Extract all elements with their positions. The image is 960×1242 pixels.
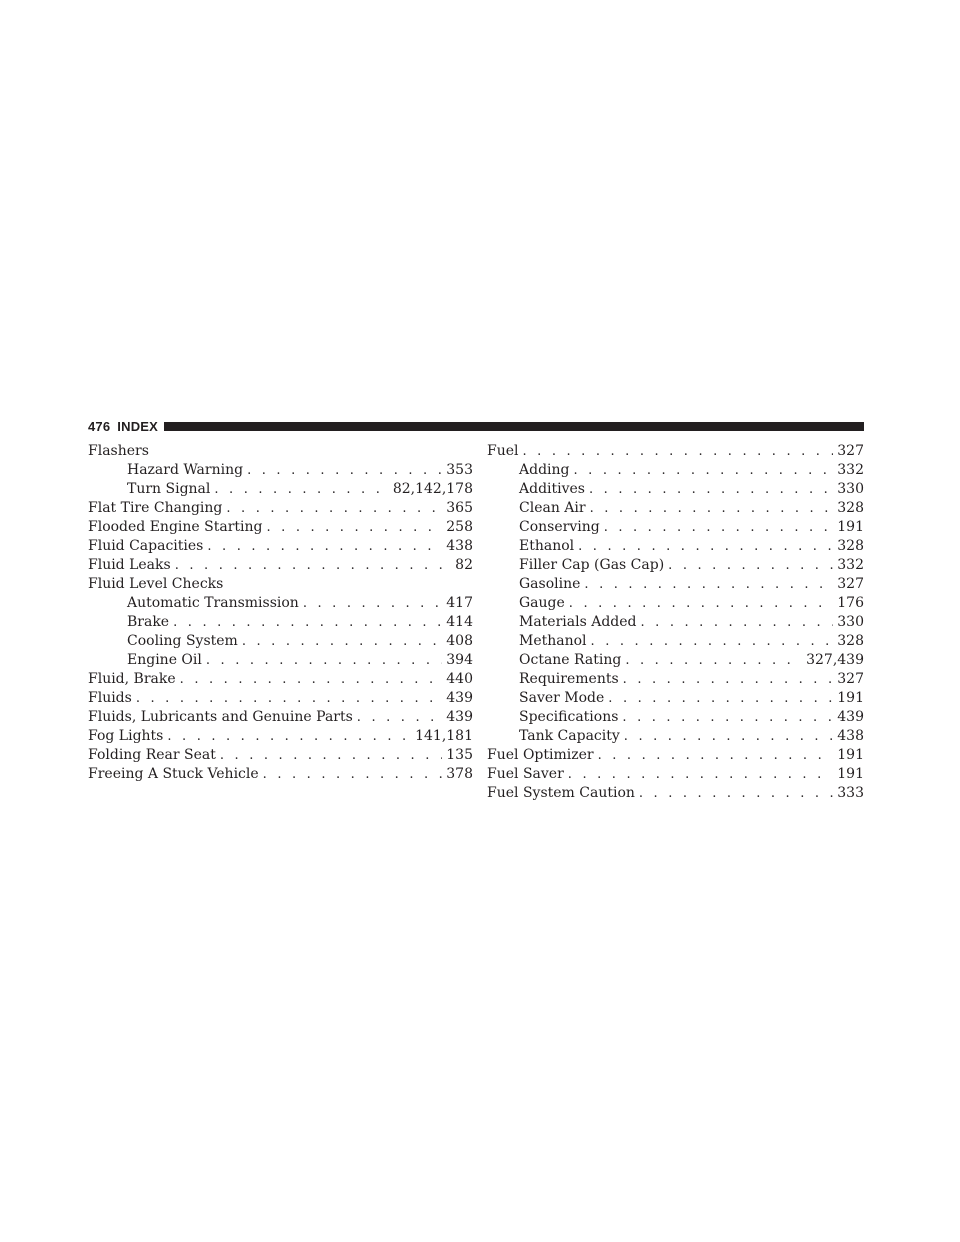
- index-entry: [88, 442, 473, 461]
- dot-leader: [242, 632, 442, 651]
- index-subentry: [487, 727, 864, 746]
- entry-label: Fuel: [487, 443, 519, 459]
- entry-label: Folding Rear Seat: [88, 747, 216, 763]
- entry-page-numbers: 327: [837, 443, 864, 459]
- index-subentry: [487, 689, 864, 708]
- index-subentry: [487, 632, 864, 651]
- index-subentry: [88, 613, 473, 632]
- entry-page-numbers: 328: [837, 633, 864, 649]
- entry-page-numbers: 439: [837, 709, 864, 725]
- entry-label: Engine Oil: [127, 652, 202, 668]
- entry-label: Gauge: [519, 595, 565, 611]
- dot-leader: [578, 537, 833, 556]
- dot-leader: [568, 765, 833, 784]
- entry-label: Fluid Level Checks: [88, 576, 224, 592]
- entry-label: Fluids: [88, 690, 132, 706]
- entry-label: Fluid, Brake: [88, 671, 176, 687]
- entry-page-numbers: 330: [837, 481, 864, 497]
- entry-page-numbers: 191: [837, 690, 864, 706]
- dot-leader: [303, 594, 442, 613]
- entry-page-numbers: 408: [446, 633, 473, 649]
- index-entry: [88, 765, 473, 784]
- index-subentry: [487, 518, 864, 537]
- entry-label: Ethanol: [519, 538, 575, 554]
- dot-leader: [625, 651, 802, 670]
- dot-leader: [639, 784, 833, 803]
- entry-label: Freeing A Stuck Vehicle: [88, 766, 259, 782]
- entry-label: Fuel Optimizer: [487, 747, 594, 763]
- entry-page-numbers: 191: [837, 747, 864, 763]
- entry-label: Additives: [519, 481, 585, 497]
- dot-leader: [641, 613, 834, 632]
- entry-label: Adding: [519, 462, 570, 478]
- index-subentry: [88, 632, 473, 651]
- index-subentry: [487, 594, 864, 613]
- dot-leader: [604, 518, 834, 537]
- index-entry: [88, 556, 473, 575]
- entry-label: Automatic Transmission: [127, 595, 299, 611]
- entry-page-numbers: 439: [446, 690, 473, 706]
- dot-leader: [589, 480, 833, 499]
- entry-label: Fluid Capacities: [88, 538, 204, 554]
- dot-leader: [136, 689, 442, 708]
- page-number: 476: [88, 419, 111, 434]
- entry-page-numbers: 176: [837, 595, 864, 611]
- dot-leader: [206, 651, 442, 670]
- entry-label: Hazard Warning: [127, 462, 244, 478]
- index-entry: [88, 537, 473, 556]
- entry-page-numbers: 82: [455, 557, 473, 573]
- entry-page-numbers: 82,142,178: [392, 481, 473, 497]
- entry-page-numbers: 327,439: [806, 652, 864, 668]
- index-entry: [88, 727, 473, 746]
- entry-label: Saver Mode: [519, 690, 605, 706]
- index-subentry: [487, 499, 864, 518]
- entry-label: Fuel System Caution: [487, 785, 635, 801]
- index-entry: [88, 518, 473, 537]
- entry-label: Tank Capacity: [519, 728, 620, 744]
- header-rule: [164, 422, 864, 431]
- page-header: [88, 418, 864, 435]
- entry-label: Clean Air: [519, 500, 586, 516]
- entry-page-numbers: 365: [446, 500, 473, 516]
- entry-page-numbers: 353: [446, 462, 473, 478]
- dot-leader: [622, 708, 833, 727]
- index-subentry: [487, 670, 864, 689]
- index-subentry: [487, 556, 864, 575]
- index-subentry: [88, 651, 473, 670]
- index-subentry: [487, 613, 864, 632]
- index-subentry: [487, 575, 864, 594]
- dot-leader: [668, 556, 833, 575]
- entry-page-numbers: 332: [837, 557, 864, 573]
- index-subentry: [487, 537, 864, 556]
- entry-page-numbers: 439: [446, 709, 473, 725]
- entry-label: Specifications: [519, 709, 619, 725]
- entry-label: Materials Added: [519, 614, 637, 630]
- entry-page-numbers: 328: [837, 538, 864, 554]
- index-subentry: [88, 594, 473, 613]
- entry-page-numbers: 191: [837, 519, 864, 535]
- index-entry: [88, 670, 473, 689]
- dot-leader: [175, 556, 451, 575]
- entry-page-numbers: 332: [837, 462, 864, 478]
- index-entry: [487, 746, 864, 765]
- dot-leader: [263, 765, 443, 784]
- dot-leader: [247, 461, 442, 480]
- index-subentry: [487, 461, 864, 480]
- dot-leader: [623, 670, 834, 689]
- dot-leader: [180, 670, 443, 689]
- dot-leader: [591, 632, 834, 651]
- entry-page-numbers: 438: [446, 538, 473, 554]
- index-entry: [487, 442, 864, 461]
- entry-page-numbers: 135: [446, 747, 473, 763]
- index-entry: [487, 784, 864, 803]
- index-entry: [487, 765, 864, 784]
- index-entry: [88, 689, 473, 708]
- dot-leader: [569, 594, 833, 613]
- dot-leader: [590, 499, 834, 518]
- entry-page-numbers: 141,181: [415, 728, 473, 744]
- dot-leader: [598, 746, 834, 765]
- dot-leader: [207, 537, 442, 556]
- dot-leader: [173, 613, 442, 632]
- entry-label: Flooded Engine Starting: [88, 519, 263, 535]
- index-entry: [88, 746, 473, 765]
- entry-label: Octane Rating: [519, 652, 622, 668]
- entry-label: Filler Cap (Gas Cap): [519, 557, 665, 573]
- entry-page-numbers: 258: [446, 519, 473, 535]
- dot-leader: [226, 499, 442, 518]
- dot-leader: [608, 689, 833, 708]
- entry-page-numbers: 417: [446, 595, 473, 611]
- index-entry: [88, 575, 473, 594]
- entry-label: Gasoline: [519, 576, 581, 592]
- section-title: INDEX: [117, 419, 159, 434]
- index-entry: [88, 499, 473, 518]
- entry-page-numbers: 327: [837, 671, 864, 687]
- dot-leader: [523, 442, 834, 461]
- entry-page-numbers: 327: [837, 576, 864, 592]
- entry-label: Conserving: [519, 519, 600, 535]
- entry-page-numbers: 414: [446, 614, 473, 630]
- entry-label: Flashers: [88, 443, 149, 459]
- entry-label: Brake: [127, 614, 170, 630]
- entry-page-numbers: 394: [446, 652, 473, 668]
- entry-label: Cooling System: [127, 633, 238, 649]
- entry-label: Fuel Saver: [487, 766, 564, 782]
- entry-page-numbers: 440: [446, 671, 473, 687]
- entry-page-numbers: 438: [837, 728, 864, 744]
- dot-leader: [220, 746, 442, 765]
- dot-leader: [584, 575, 833, 594]
- entry-label: Flat Tire Changing: [88, 500, 223, 516]
- entry-page-numbers: 378: [446, 766, 473, 782]
- entry-page-numbers: 330: [837, 614, 864, 630]
- index-subentry: [487, 480, 864, 499]
- dot-leader: [357, 708, 442, 727]
- index-subentry: [487, 651, 864, 670]
- dot-leader: [266, 518, 442, 537]
- entry-label: Methanol: [519, 633, 587, 649]
- entry-label: Fluids, Lubricants and Genuine Parts: [88, 709, 353, 725]
- index-column-left: [88, 442, 473, 784]
- entry-label: Turn Signal: [127, 481, 211, 497]
- entry-label: Fluid Leaks: [88, 557, 171, 573]
- dot-leader: [574, 461, 834, 480]
- dot-leader: [624, 727, 833, 746]
- entry-label: Fog Lights: [88, 728, 164, 744]
- index-subentry: [487, 708, 864, 727]
- entry-page-numbers: 328: [837, 500, 864, 516]
- entry-page-numbers: 333: [837, 785, 864, 801]
- entry-label: Requirements: [519, 671, 619, 687]
- index-column-right: [487, 442, 864, 803]
- index-entry: [88, 708, 473, 727]
- dot-leader: [167, 727, 411, 746]
- index-subentry: [88, 480, 473, 499]
- index-subentry: [88, 461, 473, 480]
- dot-leader: [214, 480, 388, 499]
- entry-page-numbers: 191: [837, 766, 864, 782]
